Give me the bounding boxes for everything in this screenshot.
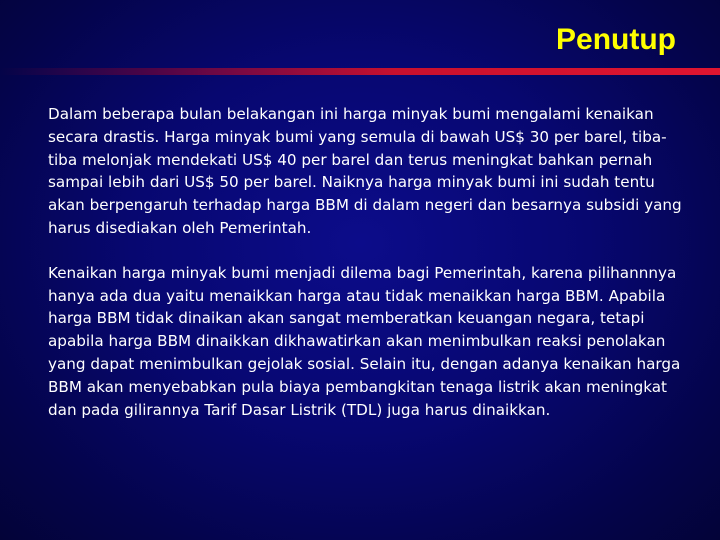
title-divider	[0, 68, 720, 75]
body-paragraph-1: Dalam beberapa bulan belakangan ini harga minyak bumi mengalami kenaikan secara drastis. Harga minyak bumi yang semula di bawah US$ 30 per barel, tiba-tiba melonjak mendekati US$ 40 per barel dan terus meningkat bahkan pernah sampai lebih dari US$ 50 per barel. Naiknya harga minyak bumi ini sudah tentu akan berpengaruh terhadap harga BBM di dalam negeri dan besarnya subsidi yang harus disediakan oleh Pemerintah.	[48, 105, 682, 237]
slide-title: Penutup	[556, 23, 676, 56]
slide-body	[48, 103, 688, 421]
body-paragraph-2: Kenaikan harga minyak bumi menjadi dilema bagi Pemerintah, karena pilihannnya hanya ada dua yaitu menaikkan harga atau tidak menaikkan harga BBM. Apabila harga BBM tidak dinaikan akan sangat memberatkan keuangan negara, tetapi apabila harga BBM dinaikkan dikhawatirkan akan menimbulkan reaksi penolakan yang dapat menimbulkan gejolak sosial. Selain itu, dengan adanya kenaikan harga BBM akan menyebabkan pula biaya pembangkitan tenaga listrik akan meningkat dan pada gilirannya Tarif Dasar Listrik (TDL) juga harus dinaikkan.	[48, 263, 681, 419]
